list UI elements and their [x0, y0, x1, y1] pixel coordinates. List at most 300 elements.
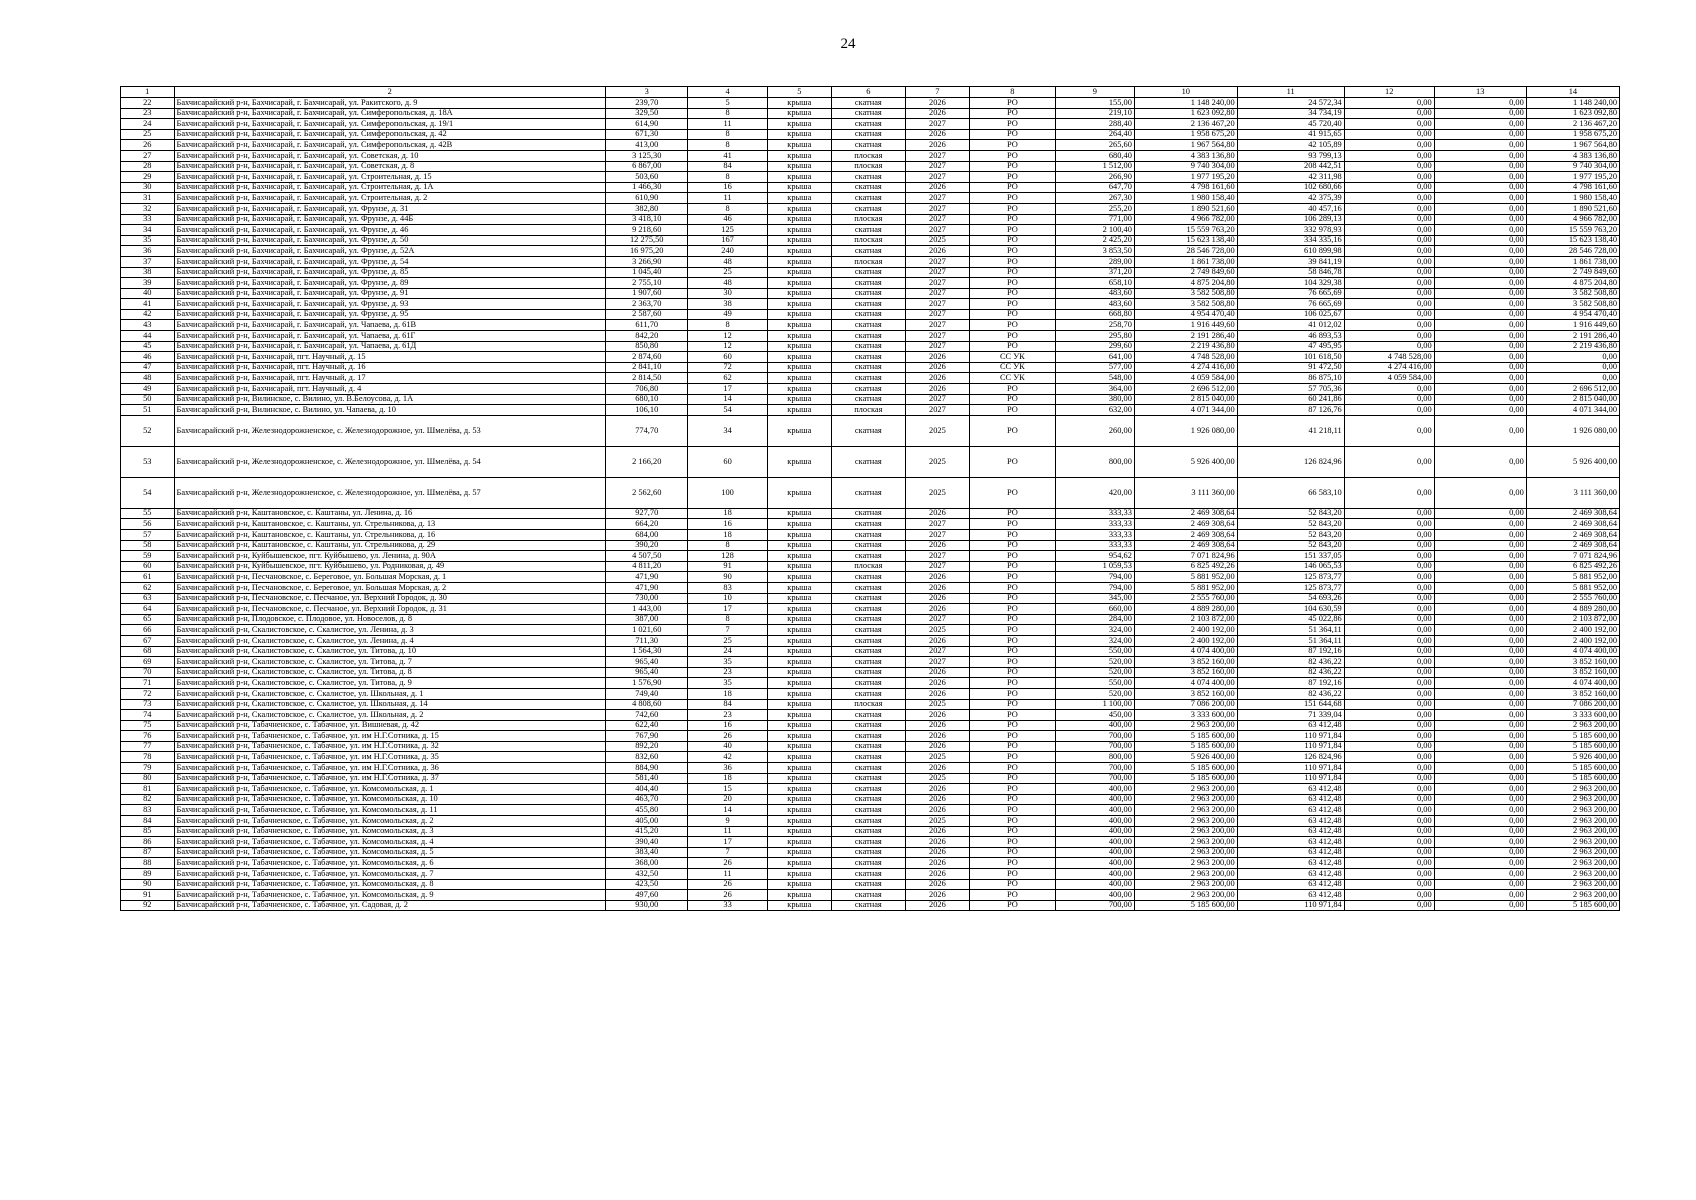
- cell-fund-owners: 0,00: [1344, 540, 1434, 551]
- cell-element-type: крыша: [767, 331, 831, 342]
- cell-cost: 3 852 160,00: [1134, 688, 1237, 699]
- cell-volume: 364,00: [1055, 384, 1134, 395]
- cell-element-type: крыша: [767, 119, 831, 130]
- table-row: [121, 582, 1620, 593]
- cell-residents-count: 49: [688, 309, 767, 320]
- column-header: 10: [1134, 87, 1237, 98]
- cell-method: РО: [970, 320, 1056, 331]
- cell-row-number: 40: [121, 288, 175, 299]
- cell-method: РО: [970, 161, 1056, 172]
- cell-fund-owners: 0,00: [1344, 446, 1434, 477]
- cell-residents-count: 14: [688, 805, 767, 816]
- cell-fund-regional: 5 185 600,00: [1526, 900, 1619, 911]
- cell-volume: 520,00: [1055, 667, 1134, 678]
- cell-roof-type: скатная: [831, 331, 905, 342]
- cell-year: 2026: [905, 794, 969, 805]
- cell-cost: 5 881 952,00: [1134, 572, 1237, 583]
- cell-residents-count: 8: [688, 320, 767, 331]
- cell-roof-type: скатная: [831, 119, 905, 130]
- cell-total-area: 3 266,90: [606, 256, 688, 267]
- cell-fund-owners: 0,00: [1344, 278, 1434, 289]
- cell-cost: 5 881 952,00: [1134, 582, 1237, 593]
- table-row: [121, 477, 1620, 508]
- cell-residents-count: 48: [688, 256, 767, 267]
- cell-total-area: 9 218,60: [606, 225, 688, 236]
- cell-residents-count: 60: [688, 446, 767, 477]
- cell-year: 2026: [905, 572, 969, 583]
- table-row: [121, 731, 1620, 742]
- table-row: [121, 805, 1620, 816]
- cell-address: Бахчисарайский р-н, Бахчисарай, пгт. Научный, д. 16: [174, 362, 605, 373]
- cell-element-type: крыша: [767, 763, 831, 774]
- cell-roof-type: скатная: [831, 267, 905, 278]
- cell-total-area: 497,60: [606, 890, 688, 901]
- cell-fund-regional: 2 963 200,00: [1526, 720, 1619, 731]
- cell-roof-type: скатная: [831, 858, 905, 869]
- cell-residents-count: 100: [688, 477, 767, 508]
- column-header: 12: [1344, 87, 1434, 98]
- cell-fund-regional: 2 963 200,00: [1526, 826, 1619, 837]
- cell-residents-count: 26: [688, 858, 767, 869]
- cell-row-number: 80: [121, 773, 175, 784]
- cell-fund-budget: 0,00: [1434, 858, 1526, 869]
- cell-total-area: 503,60: [606, 172, 688, 183]
- cell-method: РО: [970, 394, 1056, 405]
- cell-fund-regional: 1 926 080,00: [1526, 415, 1619, 446]
- cell-fund-owners: 0,00: [1344, 752, 1434, 763]
- cell-fund-owners: 0,00: [1344, 625, 1434, 636]
- cell-roof-type: скатная: [831, 784, 905, 795]
- cell-year: 2027: [905, 551, 969, 562]
- cell-fund-budget: 0,00: [1434, 604, 1526, 615]
- cell-cost: 2 815 040,00: [1134, 394, 1237, 405]
- cell-fund-regional: 3 852 160,00: [1526, 688, 1619, 699]
- cell-element-type: крыша: [767, 256, 831, 267]
- cell-volume: 258,70: [1055, 320, 1134, 331]
- cell-volume: 400,00: [1055, 837, 1134, 848]
- cell-residents-count: 8: [688, 540, 767, 551]
- cell-cost: 1 861 738,00: [1134, 256, 1237, 267]
- cell-fund-budget: 0,00: [1434, 172, 1526, 183]
- cell-element-type: крыша: [767, 140, 831, 151]
- table-row: [121, 446, 1620, 477]
- cell-fund-regional: 2 696 512,00: [1526, 384, 1619, 395]
- cell-residents-count: 35: [688, 657, 767, 668]
- cell-residents-count: 30: [688, 288, 767, 299]
- cell-fund-regional: 1 967 564,80: [1526, 140, 1619, 151]
- cell-roof-type: плоская: [831, 214, 905, 225]
- cell-method: РО: [970, 561, 1056, 572]
- cell-reserve: 52 843,20: [1237, 530, 1344, 541]
- cell-method: РО: [970, 193, 1056, 204]
- cell-roof-type: скатная: [831, 837, 905, 848]
- cell-year: 2026: [905, 182, 969, 193]
- cell-volume: 700,00: [1055, 763, 1134, 774]
- cell-cost: 1 967 564,80: [1134, 140, 1237, 151]
- cell-method: РО: [970, 172, 1056, 183]
- cell-residents-count: 12: [688, 341, 767, 352]
- cell-fund-regional: 28 546 728,00: [1526, 246, 1619, 257]
- cell-year: 2026: [905, 869, 969, 880]
- cell-year: 2026: [905, 140, 969, 151]
- cell-year: 2027: [905, 614, 969, 625]
- cell-method: РО: [970, 879, 1056, 890]
- cell-volume: 520,00: [1055, 657, 1134, 668]
- cell-residents-count: 24: [688, 646, 767, 657]
- cell-fund-regional: 1 958 675,20: [1526, 129, 1619, 140]
- cell-method: РО: [970, 688, 1056, 699]
- cell-element-type: крыша: [767, 816, 831, 827]
- cell-element-type: крыша: [767, 299, 831, 310]
- cell-reserve: 24 572,34: [1237, 98, 1344, 109]
- cell-cost: 2 191 286,40: [1134, 331, 1237, 342]
- cell-total-area: 706,80: [606, 384, 688, 395]
- cell-fund-regional: 2 815 040,00: [1526, 394, 1619, 405]
- cell-fund-owners: 0,00: [1344, 816, 1434, 827]
- cell-address: Бахчисарайский р-н, Скалистовское, с. Скалистое, ул. Титова, д. 8: [174, 667, 605, 678]
- cell-roof-type: скатная: [831, 309, 905, 320]
- cell-fund-budget: 0,00: [1434, 362, 1526, 373]
- cell-element-type: крыша: [767, 341, 831, 352]
- cell-total-area: 2 562,60: [606, 477, 688, 508]
- cell-method: РО: [970, 784, 1056, 795]
- cell-fund-budget: 0,00: [1434, 373, 1526, 384]
- cell-element-type: крыша: [767, 657, 831, 668]
- cell-element-type: крыша: [767, 384, 831, 395]
- cell-total-area: 404,40: [606, 784, 688, 795]
- cell-cost: 5 185 600,00: [1134, 763, 1237, 774]
- cell-roof-type: скатная: [831, 667, 905, 678]
- cell-fund-owners: 0,00: [1344, 288, 1434, 299]
- cell-roof-type: скатная: [831, 657, 905, 668]
- cell-total-area: 3 418,10: [606, 214, 688, 225]
- cell-volume: 700,00: [1055, 731, 1134, 742]
- cell-roof-type: скатная: [831, 805, 905, 816]
- cell-total-area: 1 564,30: [606, 646, 688, 657]
- cell-element-type: крыша: [767, 193, 831, 204]
- cell-reserve: 151 644,68: [1237, 699, 1344, 710]
- cell-fund-owners: 0,00: [1344, 710, 1434, 721]
- cell-residents-count: 8: [688, 172, 767, 183]
- cell-row-number: 43: [121, 320, 175, 331]
- cell-total-area: 455,80: [606, 805, 688, 816]
- cell-row-number: 30: [121, 182, 175, 193]
- cell-address: Бахчисарайский р-н, Табачненское, с. Табачное, ул. Комсомольская, д. 9: [174, 890, 605, 901]
- cell-fund-budget: 0,00: [1434, 384, 1526, 395]
- cell-year: 2026: [905, 805, 969, 816]
- cell-year: 2027: [905, 299, 969, 310]
- cell-total-area: 413,00: [606, 140, 688, 151]
- cell-fund-owners: 0,00: [1344, 108, 1434, 119]
- cell-address: Бахчисарайский р-н, Вилинское, с. Вилино, ул. Чапаева, д. 10: [174, 405, 605, 416]
- cell-element-type: крыша: [767, 267, 831, 278]
- cell-roof-type: скатная: [831, 720, 905, 731]
- cell-reserve: 63 412,48: [1237, 858, 1344, 869]
- column-header: 5: [767, 87, 831, 98]
- cell-element-type: крыша: [767, 805, 831, 816]
- cell-row-number: 37: [121, 256, 175, 267]
- cell-row-number: 74: [121, 710, 175, 721]
- cell-cost: 6 825 492,26: [1134, 561, 1237, 572]
- cell-cost: 2 963 200,00: [1134, 847, 1237, 858]
- cell-row-number: 91: [121, 890, 175, 901]
- cell-address: Бахчисарайский р-н, Скалистовское, с. Скалистое, ул. Ленина, д. 3: [174, 625, 605, 636]
- cell-reserve: 82 436,22: [1237, 667, 1344, 678]
- cell-fund-regional: 5 926 400,00: [1526, 446, 1619, 477]
- cell-address: Бахчисарайский р-н, Бахчисарай, г. Бахчисарай, ул. Фрунзе, д. 46: [174, 225, 605, 236]
- cell-residents-count: 35: [688, 678, 767, 689]
- cell-address: Бахчисарайский р-н, Каштановское, с. Каштаны, ул. Стрельникова, д. 16: [174, 530, 605, 541]
- cell-fund-budget: 0,00: [1434, 900, 1526, 911]
- cell-roof-type: скатная: [831, 373, 905, 384]
- cell-row-number: 81: [121, 784, 175, 795]
- cell-address: Бахчисарайский р-н, Табачненское, с. Табачное, ул. Комсомольская, д. 10: [174, 794, 605, 805]
- cell-fund-owners: 0,00: [1344, 299, 1434, 310]
- cell-method: РО: [970, 657, 1056, 668]
- cell-total-area: 1 443,00: [606, 604, 688, 615]
- cell-cost: 3 582 508,80: [1134, 288, 1237, 299]
- cell-reserve: 34 734,19: [1237, 108, 1344, 119]
- cell-total-area: 730,00: [606, 593, 688, 604]
- cell-fund-budget: 0,00: [1434, 519, 1526, 530]
- cell-method: РО: [970, 278, 1056, 289]
- cell-reserve: 106 025,67: [1237, 309, 1344, 320]
- cell-roof-type: скатная: [831, 519, 905, 530]
- cell-total-area: 611,70: [606, 320, 688, 331]
- cell-volume: 400,00: [1055, 784, 1134, 795]
- cell-reserve: 63 412,48: [1237, 879, 1344, 890]
- cell-fund-budget: 0,00: [1434, 816, 1526, 827]
- cell-year: 2027: [905, 331, 969, 342]
- cell-reserve: 93 799,13: [1237, 150, 1344, 161]
- cell-fund-regional: 4 954 470,40: [1526, 309, 1619, 320]
- cell-fund-regional: 2 963 200,00: [1526, 816, 1619, 827]
- cell-fund-owners: 0,00: [1344, 161, 1434, 172]
- cell-reserve: 63 412,48: [1237, 890, 1344, 901]
- cell-method: РО: [970, 805, 1056, 816]
- table-row: [121, 373, 1620, 384]
- cell-row-number: 33: [121, 214, 175, 225]
- cell-reserve: 52 843,20: [1237, 519, 1344, 530]
- cell-roof-type: скатная: [831, 741, 905, 752]
- cell-element-type: крыша: [767, 508, 831, 519]
- cell-fund-owners: 0,00: [1344, 900, 1434, 911]
- cell-year: 2025: [905, 415, 969, 446]
- cell-volume: 400,00: [1055, 847, 1134, 858]
- cell-reserve: 101 618,50: [1237, 352, 1344, 363]
- cell-reserve: 110 971,84: [1237, 773, 1344, 784]
- cell-residents-count: 11: [688, 193, 767, 204]
- cell-volume: 2 100,40: [1055, 225, 1134, 236]
- cell-roof-type: скатная: [831, 900, 905, 911]
- cell-method: РО: [970, 446, 1056, 477]
- cell-element-type: крыша: [767, 278, 831, 289]
- cell-fund-budget: 0,00: [1434, 331, 1526, 342]
- cell-method: РО: [970, 530, 1056, 541]
- cell-fund-budget: 0,00: [1434, 667, 1526, 678]
- cell-row-number: 63: [121, 593, 175, 604]
- cell-year: 2026: [905, 362, 969, 373]
- cell-reserve: 45 022,86: [1237, 614, 1344, 625]
- table-row: [121, 193, 1620, 204]
- cell-roof-type: скатная: [831, 246, 905, 257]
- cell-year: 2027: [905, 519, 969, 530]
- cell-fund-budget: 0,00: [1434, 446, 1526, 477]
- cell-fund-regional: 2 963 200,00: [1526, 837, 1619, 848]
- cell-fund-owners: 0,00: [1344, 508, 1434, 519]
- cell-address: Бахчисарайский р-н, Бахчисарай, г. Бахчисарай, ул. Симферопольская, д. 42В: [174, 140, 605, 151]
- cell-residents-count: 8: [688, 203, 767, 214]
- cell-address: Бахчисарайский р-н, Бахчисарай, г. Бахчисарай, ул. Фрунзе, д. 44Б: [174, 214, 605, 225]
- cell-year: 2027: [905, 278, 969, 289]
- cell-total-area: 6 867,00: [606, 161, 688, 172]
- cell-cost: 1 916 449,60: [1134, 320, 1237, 331]
- cell-method: РО: [970, 678, 1056, 689]
- cell-reserve: 71 339,04: [1237, 710, 1344, 721]
- column-header: 9: [1055, 87, 1134, 98]
- cell-cost: 4 074 400,00: [1134, 646, 1237, 657]
- cell-volume: 400,00: [1055, 805, 1134, 816]
- cell-residents-count: 11: [688, 826, 767, 837]
- cell-roof-type: скатная: [831, 288, 905, 299]
- cell-fund-owners: 0,00: [1344, 879, 1434, 890]
- cell-fund-regional: 15 623 138,40: [1526, 235, 1619, 246]
- cell-fund-regional: 6 825 492,26: [1526, 561, 1619, 572]
- cell-total-area: 850,80: [606, 341, 688, 352]
- cell-cost: 4 966 782,00: [1134, 214, 1237, 225]
- table-row: [121, 225, 1620, 236]
- cell-method: РО: [970, 519, 1056, 530]
- cell-total-area: 2 363,70: [606, 299, 688, 310]
- cell-reserve: 58 846,78: [1237, 267, 1344, 278]
- cell-fund-budget: 0,00: [1434, 415, 1526, 446]
- cell-address: Бахчисарайский р-н, Бахчисарай, г. Бахчисарай, ул. Строительная, д. 15: [174, 172, 605, 183]
- cell-volume: 1 100,00: [1055, 699, 1134, 710]
- cell-fund-owners: 0,00: [1344, 309, 1434, 320]
- cell-address: Бахчисарайский р-н, Бахчисарай, г. Бахчисарай, ул. Советская, д. 10: [174, 150, 605, 161]
- cell-residents-count: 12: [688, 331, 767, 342]
- cell-address: Бахчисарайский р-н, Табачненское, с. Табачное, ул. им Н.Г.Сотника, д. 37: [174, 773, 605, 784]
- table-row: [121, 688, 1620, 699]
- cell-fund-budget: 0,00: [1434, 278, 1526, 289]
- cell-total-area: 610,90: [606, 193, 688, 204]
- cell-fund-budget: 0,00: [1434, 741, 1526, 752]
- cell-fund-budget: 0,00: [1434, 826, 1526, 837]
- cell-cost: 15 559 763,20: [1134, 225, 1237, 236]
- cell-volume: 371,20: [1055, 267, 1134, 278]
- cell-volume: 668,80: [1055, 309, 1134, 320]
- cell-fund-regional: 7 071 824,96: [1526, 551, 1619, 562]
- cell-reserve: 51 364,11: [1237, 635, 1344, 646]
- cell-roof-type: скатная: [831, 278, 905, 289]
- cell-fund-regional: 3 111 360,00: [1526, 477, 1619, 508]
- cell-address: Бахчисарайский р-н, Бахчисарай, г. Бахчисарай, ул. Советская, д. 8: [174, 161, 605, 172]
- cell-roof-type: скатная: [831, 98, 905, 109]
- cell-fund-owners: 0,00: [1344, 519, 1434, 530]
- cell-cost: 1 890 521,60: [1134, 203, 1237, 214]
- cell-fund-regional: 5 926 400,00: [1526, 752, 1619, 763]
- cell-method: РО: [970, 256, 1056, 267]
- cell-residents-count: 7: [688, 847, 767, 858]
- cell-total-area: 423,50: [606, 879, 688, 890]
- cell-volume: 548,00: [1055, 373, 1134, 384]
- cell-volume: 800,00: [1055, 752, 1134, 763]
- cell-cost: 5 185 600,00: [1134, 773, 1237, 784]
- cell-total-area: 1 021,60: [606, 625, 688, 636]
- cell-volume: 647,70: [1055, 182, 1134, 193]
- cell-reserve: 151 337,05: [1237, 551, 1344, 562]
- cell-roof-type: скатная: [831, 582, 905, 593]
- cell-address: Бахчисарайский р-н, Куйбышевское, пгт. Куйбышево, ул. Родниковая, д. 49: [174, 561, 605, 572]
- cell-total-area: 16 975,20: [606, 246, 688, 257]
- cell-cost: 7 086 200,00: [1134, 699, 1237, 710]
- cell-fund-regional: 2 963 200,00: [1526, 847, 1619, 858]
- cell-fund-budget: 0,00: [1434, 773, 1526, 784]
- cell-reserve: 40 457,16: [1237, 203, 1344, 214]
- cell-roof-type: скатная: [831, 572, 905, 583]
- cell-residents-count: 40: [688, 741, 767, 752]
- cell-fund-owners: 0,00: [1344, 267, 1434, 278]
- cell-fund-regional: 1 890 521,60: [1526, 203, 1619, 214]
- table-row: [121, 405, 1620, 416]
- table-row: [121, 816, 1620, 827]
- cell-address: Бахчисарайский р-н, Скалистовское, с. Скалистое, ул. Школьная, д. 2: [174, 710, 605, 721]
- cell-year: 2027: [905, 341, 969, 352]
- cell-roof-type: скатная: [831, 625, 905, 636]
- table-row: [121, 699, 1620, 710]
- cell-cost: 1 958 675,20: [1134, 129, 1237, 140]
- cell-address: Бахчисарайский р-н, Скалистовское, с. Скалистое, ул. Школьная, д. 14: [174, 699, 605, 710]
- cell-cost: 2 136 467,20: [1134, 119, 1237, 130]
- cell-volume: 420,00: [1055, 477, 1134, 508]
- cell-residents-count: 18: [688, 688, 767, 699]
- cell-fund-regional: 3 582 508,80: [1526, 288, 1619, 299]
- cell-total-area: 581,40: [606, 773, 688, 784]
- cell-fund-budget: 0,00: [1434, 140, 1526, 151]
- cell-address: Бахчисарайский р-н, Табачненское, с. Табачное, ул. Комсомольская, д. 8: [174, 879, 605, 890]
- cell-fund-owners: 0,00: [1344, 172, 1434, 183]
- table-row: [121, 320, 1620, 331]
- table-row: [121, 646, 1620, 657]
- cell-fund-budget: 0,00: [1434, 225, 1526, 236]
- cell-year: 2026: [905, 858, 969, 869]
- cell-address: Бахчисарайский р-н, Железнодорожненское, с. Железнодорожное, ул. Шмелёва, д. 57: [174, 477, 605, 508]
- cell-volume: 3 853,50: [1055, 246, 1134, 257]
- cell-fund-regional: 1 980 158,40: [1526, 193, 1619, 204]
- cell-fund-budget: 0,00: [1434, 657, 1526, 668]
- cell-reserve: 110 971,84: [1237, 741, 1344, 752]
- cell-fund-regional: 2 103 872,00: [1526, 614, 1619, 625]
- cell-cost: 2 963 200,00: [1134, 784, 1237, 795]
- cell-volume: 333,33: [1055, 540, 1134, 551]
- cell-reserve: 208 442,51: [1237, 161, 1344, 172]
- cell-volume: 2 425,20: [1055, 235, 1134, 246]
- cell-method: РО: [970, 309, 1056, 320]
- cell-residents-count: 16: [688, 720, 767, 731]
- cell-roof-type: скатная: [831, 299, 905, 310]
- cell-fund-regional: 1 916 449,60: [1526, 320, 1619, 331]
- cell-fund-budget: 0,00: [1434, 635, 1526, 646]
- cell-fund-owners: 0,00: [1344, 890, 1434, 901]
- cell-fund-owners: 0,00: [1344, 98, 1434, 109]
- cell-row-number: 56: [121, 519, 175, 530]
- cell-method: РО: [970, 267, 1056, 278]
- cell-year: 2026: [905, 837, 969, 848]
- cell-address: Бахчисарайский р-н, Плодовское, с. Плодовое, ул. Новоселов, д. 8: [174, 614, 605, 625]
- cell-row-number: 59: [121, 551, 175, 562]
- cell-row-number: 68: [121, 646, 175, 657]
- cell-residents-count: 34: [688, 415, 767, 446]
